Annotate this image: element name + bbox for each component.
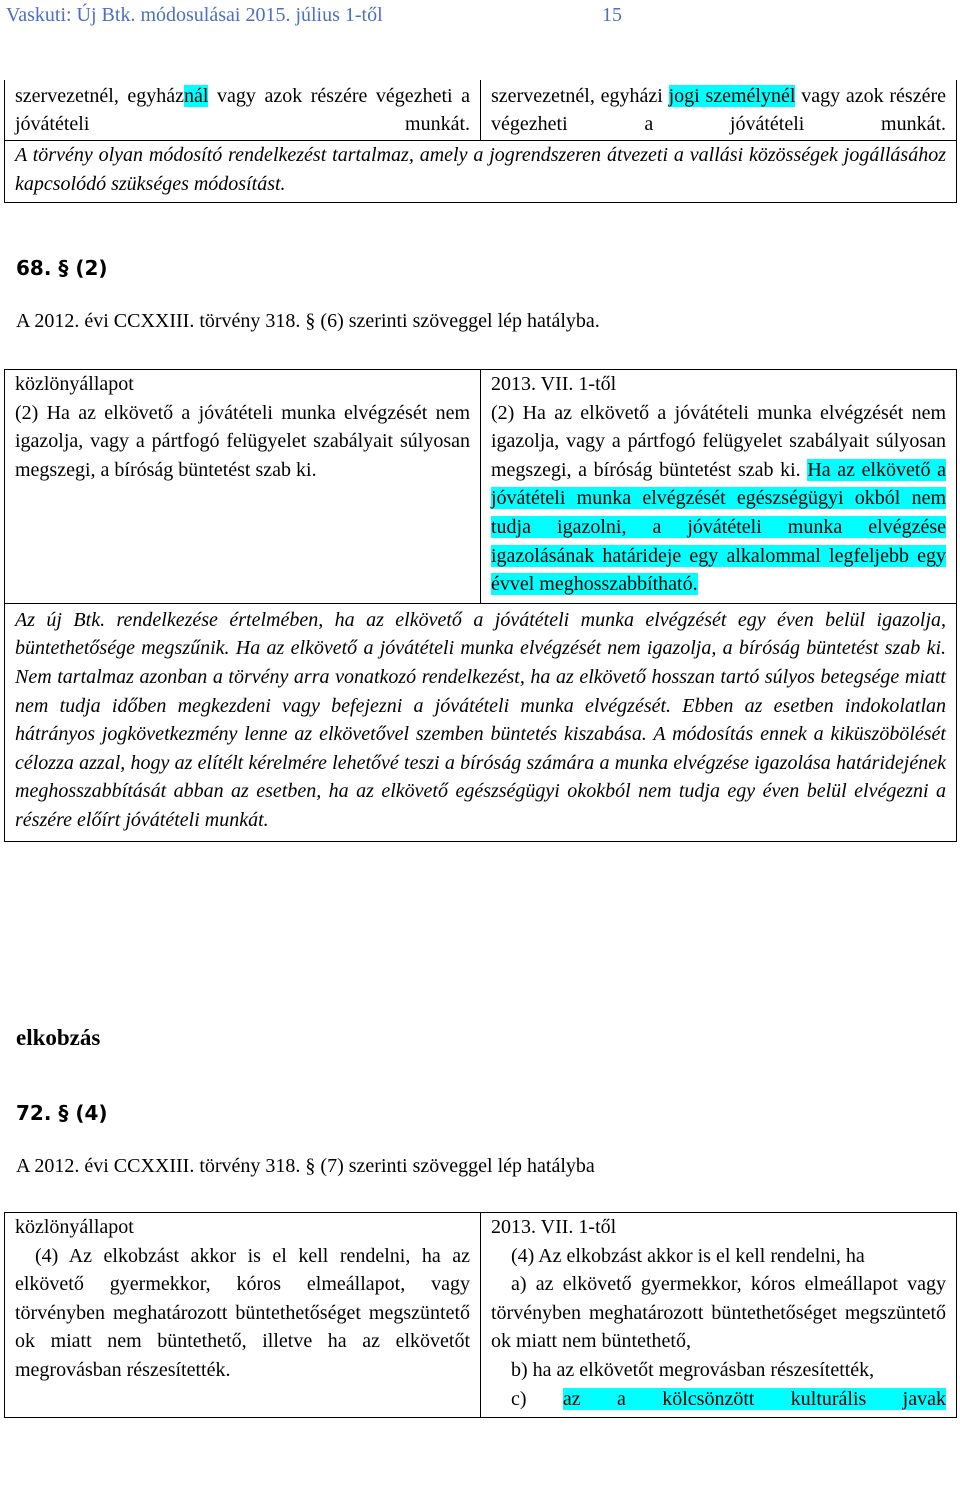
top-note-text: A törvény olyan módosító rendelkezést tartalmaz, amely a jogrendszeren átvezeti a vallási közösségek jogállásához kapcsolódó szükséges módosítást. xyxy=(15,144,946,195)
col-head-left xyxy=(5,370,481,399)
running-header xyxy=(6,4,622,27)
right-item-c-label: c) xyxy=(511,1387,563,1410)
effect-text: A 2012. évi CCXXIII. törvény 318. xyxy=(16,310,306,332)
left-provision-text: (2) Ha az elkövető a jóvátételi munka elvégzését nem igazolja, vagy a pártfogó felügyelet szabályait súlyosan megszegi, a bíróság büntetést szab ki. xyxy=(15,401,470,481)
right-provision-highlight: Ha az elkövető a jóvátételi munka elvégzését egészségügyi okból nem tudja igazolni, a jóvátételi munka elvégzése igazolásának határideje egy alkalommal legfeljebb egy évvel meghosszabbítható. xyxy=(491,458,946,596)
page-number: 15 xyxy=(602,4,622,26)
col-head-right xyxy=(481,370,957,399)
right-intro: (4) Az elkobzást akkor is el kell rendelni, ha xyxy=(511,1244,865,1267)
section-68-note xyxy=(5,603,957,841)
section-number: 68. xyxy=(16,256,52,280)
top-comparison-table xyxy=(4,80,957,203)
top-right-text: szervezetnél, egyházi xyxy=(491,85,669,107)
top-right-highlight: jogi személynél xyxy=(668,85,796,107)
right-item-a: a) az elkövető gyermekkor, kóros elmeállapot vagy törvényben meghatározott büntethetőséget megszüntető ok miatt nem büntethető, xyxy=(491,1273,946,1353)
paragraph-sign: § xyxy=(305,310,316,332)
section-title: elkobzás xyxy=(16,1025,101,1050)
right-provision-text: (2) Ha az elkövető a jóvátételi munka elvégzését nem igazolja, vagy a pártfogó felügyelet szabályait súlyosan megszegi, a bíróság büntetést szab ki. xyxy=(491,401,946,481)
header-title: Vaskuti: Új Btk. módosulásai 2015. július 1-től xyxy=(6,4,383,26)
effect-text-end: (7) szerinti szöveggel lép hatályba xyxy=(315,1155,595,1177)
top-right-cell xyxy=(481,80,957,141)
paragraph-number: (4) xyxy=(75,1101,108,1125)
section-68-table xyxy=(4,369,957,842)
section-68-effect xyxy=(16,310,600,333)
paragraph-number: (2) xyxy=(75,256,108,280)
col-head-left xyxy=(5,1213,481,1242)
right-provision xyxy=(481,399,957,604)
top-left-cell xyxy=(5,80,481,141)
left-provision xyxy=(5,399,481,604)
left-provision-text: (4) Az elkobzást akkor is el kell rendelni, ha az elkövető gyermekkor, kóros elmeállapot, vagy törvényben meghatározott büntethetőséget megszüntető ok miatt nem büntethető, illetve ha az elkövetőt megrovásban részesítették. xyxy=(15,1244,470,1381)
top-right-text-end: vagy azok részére végezheti a jóvátételi munkát. xyxy=(491,85,946,135)
top-note-cell xyxy=(5,141,957,203)
section-72-table xyxy=(4,1212,957,1418)
section-72-effect xyxy=(16,1155,595,1178)
col-head-left-text: közlönyállapot xyxy=(15,1216,134,1238)
top-left-text-end: vagy azok részére végezheti a jóvátételi munkát. xyxy=(15,85,470,135)
col-head-right-text: 2013. VII. 1-től xyxy=(491,1216,617,1238)
top-left-text: szervezetnél, egyház xyxy=(15,85,185,107)
section-68-note-text: Az új Btk. rendelkezése értelmében, ha az elkövető a jóvátételi munka elvégzését egy éven belül igazolja, büntethetősége megszűnik. Ha az elkövető a jóvátételi munka elvégzését nem igazolja, a bíróság büntetést szab ki. Nem tartalmaz azonban a törvény arra vonatkozó rendelkezést, ha az elkövető hosszan tartó súlyos betegsége miatt nem tudja időben megkezdeni vagy befejezni a jóvátételi munka elvégzését. Ebben az esetben indokolatlan hátrányos jogkövetkezmény lenne az elkövetővel szemben büntetés kiszabása. A módosítás ennek a kiküszöbölését célozza azzal, hogy az elítélt kérelmére lehetővé teszi a bíróság számára a munka elvégzése igazolása határidejének meghosszabbítását abban az esetben, ha az elkövető egészségügyi okokból nem tudja egy éven belül elvégezni a részére előírt jóvátételi munkát. xyxy=(15,608,946,831)
right-item-c xyxy=(491,1385,946,1414)
effect-text: A 2012. évi CCXXIII. törvény 318. xyxy=(16,1155,306,1177)
col-head-right xyxy=(481,1213,957,1242)
left-provision xyxy=(5,1242,481,1418)
top-left-highlight: nál xyxy=(184,85,209,107)
section-72-heading xyxy=(16,1101,108,1125)
paragraph-sign: § xyxy=(305,1155,316,1177)
paragraph-sign: § xyxy=(58,1101,69,1125)
col-head-right-text: 2013. VII. 1-től xyxy=(491,373,617,395)
right-item-b: b) ha az elkövetőt megrovásban részesítették, xyxy=(511,1358,875,1381)
right-provision xyxy=(481,1242,957,1418)
col-head-left-text: közlönyállapot xyxy=(15,373,134,395)
effect-text-end: (6) szerinti szöveggel lép hatályba. xyxy=(315,310,600,332)
paragraph-sign: § xyxy=(58,256,69,280)
section-68-heading xyxy=(16,256,108,280)
section-number: 72. xyxy=(16,1101,52,1125)
right-item-c-highlight: az a kölcsönzött kulturális javak xyxy=(562,1387,946,1410)
